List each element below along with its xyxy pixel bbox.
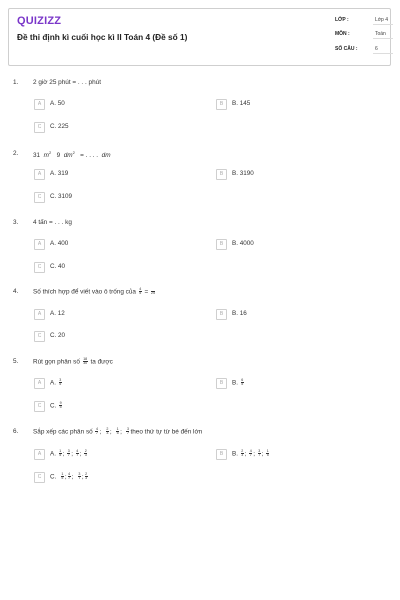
option-label: C. 40 <box>50 263 66 270</box>
option-letter-box: B <box>216 309 227 320</box>
option-prefix: B. <box>232 450 238 458</box>
denominator: 7 <box>258 453 261 458</box>
text-part: theo thứ tự từ bé đến lớn <box>130 428 203 436</box>
numerator: 1 <box>266 449 269 453</box>
fraction <box>258 450 261 457</box>
option-letter-box: B <box>216 239 227 250</box>
option-letter-box: B <box>216 169 227 180</box>
denominator: 3 <box>84 453 87 458</box>
fraction <box>266 450 269 457</box>
meta-underline <box>373 24 393 25</box>
option-label: A. 400 <box>50 240 69 247</box>
option-letter-box: A <box>34 309 45 320</box>
denominator: 7 <box>126 431 129 436</box>
exponent: 2 <box>72 150 75 155</box>
meta-question-count <box>335 46 395 56</box>
meta-label: MÔN : <box>335 31 350 37</box>
denominator: 3 <box>106 431 109 436</box>
option-letter-box: B <box>216 449 227 460</box>
fraction <box>85 473 88 480</box>
text-part: Số thích hợp để viết vào ô trống của <box>33 288 136 296</box>
option-prefix: C. <box>50 402 57 410</box>
meta-value: Toán <box>375 31 386 37</box>
option-label: B. 4000 <box>232 240 254 247</box>
denominator: 5 <box>61 476 64 481</box>
text-part: Rút gọn phân số <box>33 358 80 366</box>
meta-class <box>335 17 395 27</box>
option-label: C. 225 <box>50 123 69 130</box>
question-text: Sắp xếp các phân số $\frac{4}{7}$ ; $\frac{2}{3}$ ; $\frac{1}{5}$ ; $\frac{3}{7}$ theo thứ tự từ bé đến lớn <box>33 427 203 436</box>
option-letter-box: A <box>34 449 45 460</box>
option-label: A. 50 <box>50 100 65 107</box>
denominator: 5 <box>266 453 269 458</box>
equals-sign: = <box>144 288 149 296</box>
fraction <box>59 379 62 386</box>
meta-underline <box>373 38 393 39</box>
numerator: 1 <box>59 449 62 453</box>
fraction <box>241 379 244 386</box>
fraction <box>249 450 252 457</box>
text-part: = . . . . <box>80 152 99 160</box>
option-label: C. $\frac{1}{5}$ ; $\frac{4}{7}$ ; $\frac{3}{7}$ ; $\frac{2}{3}$ <box>50 472 88 481</box>
numerator: 2 <box>84 449 87 453</box>
exponent: 2 <box>49 150 52 155</box>
option-label <box>50 379 63 386</box>
denominator: 5 <box>116 431 119 436</box>
option-label: A. $\frac{1}{5}$ ; $\frac{3}{7}$ ; $\frac{4}{7}$ ; $\frac{2}{3}$ <box>50 449 87 458</box>
denominator: 7 <box>95 431 98 436</box>
fraction <box>61 473 64 480</box>
unit-dm: dm <box>101 152 111 160</box>
question-text: 4 tấn = . . . kg <box>33 219 72 226</box>
numerator: 9 <box>59 401 62 405</box>
meta-value: Lớp 4 <box>375 17 389 23</box>
option-label: C. 3109 <box>50 193 73 200</box>
meta-value: 6 <box>375 46 378 52</box>
unit-m: m <box>43 152 49 160</box>
numerator: 2 <box>106 427 109 431</box>
denominator: 7 <box>68 476 71 481</box>
text-part: Sắp xếp các phân số <box>33 428 93 436</box>
denominator: 30 <box>83 361 88 366</box>
fraction <box>241 450 244 457</box>
numerator: 2 <box>241 449 244 453</box>
option-prefix: A. <box>50 379 56 387</box>
numerator: 3 <box>59 378 62 382</box>
meta-subject <box>335 31 395 41</box>
fraction <box>139 288 142 295</box>
denominator: 25 <box>151 291 156 296</box>
denominator: 5 <box>241 382 244 387</box>
fraction <box>106 428 109 435</box>
question-number: 3. <box>13 219 19 226</box>
numerator: 3 <box>67 449 70 453</box>
fraction <box>116 428 119 435</box>
text-part: 31 <box>33 152 41 160</box>
text-part: ta được <box>90 358 113 366</box>
option-label: B. $\frac{2}{3}$ ; $\frac{4}{7}$ ; $\frac{3}{7}$ ; $\frac{1}{5}$ <box>232 449 269 458</box>
worksheet-header <box>8 8 391 66</box>
fraction <box>83 358 88 365</box>
option-label: C. 20 <box>50 332 66 339</box>
numerator: 4 <box>139 287 142 291</box>
question-text <box>33 150 111 159</box>
text-part: 9 <box>56 152 61 160</box>
fraction <box>59 402 62 409</box>
question-number: 2. <box>13 150 19 157</box>
question-text <box>33 288 156 295</box>
option-letter-box: C <box>34 472 45 483</box>
option-letter-box: C <box>34 401 45 412</box>
option-label: B. 3190 <box>232 170 254 177</box>
option-label <box>232 379 245 386</box>
denominator: 5 <box>59 382 62 387</box>
numerator: 3 <box>126 427 129 431</box>
numerator: 2 <box>85 472 88 476</box>
meta-label: LỚP : <box>335 17 349 23</box>
option-letter-box: B <box>216 378 227 389</box>
fraction <box>67 450 70 457</box>
option-prefix: C. <box>50 473 57 481</box>
quizizz-logo: QUIZIZZ <box>17 15 62 27</box>
option-letter-box: C <box>34 262 45 273</box>
fraction <box>84 450 87 457</box>
question-number: 4. <box>13 288 19 295</box>
numerator: 4 <box>68 472 71 476</box>
option-letter-box: C <box>34 122 45 133</box>
option-letter-box: C <box>34 192 45 203</box>
numerator: 1 <box>116 427 119 431</box>
option-prefix: A. <box>50 450 56 458</box>
denominator: 7 <box>67 453 70 458</box>
question-text <box>33 358 113 365</box>
option-letter-box: C <box>34 331 45 342</box>
numerator: 18 <box>83 357 88 361</box>
denominator: 7 <box>76 453 79 458</box>
question-number: 5. <box>13 358 19 365</box>
numerator: 3 <box>78 472 81 476</box>
meta-underline <box>373 53 393 54</box>
numerator: 1 <box>61 472 64 476</box>
option-label: A. 12 <box>50 310 65 317</box>
meta-label: SỐ CÂU : <box>335 46 358 52</box>
numerator: 3 <box>258 449 261 453</box>
option-letter-box: A <box>34 99 45 110</box>
option-label: B. 16 <box>232 310 247 317</box>
fraction-blank <box>151 288 155 295</box>
option-letter-box: A <box>34 169 45 180</box>
option-prefix: B. <box>232 379 238 387</box>
numerator: 6 <box>241 378 244 382</box>
fraction <box>68 473 71 480</box>
numerator: 4 <box>76 449 79 453</box>
denominator: 7 <box>249 453 252 458</box>
denominator: 7 <box>78 476 81 481</box>
question-number: 6. <box>13 428 19 435</box>
denominator: 3 <box>85 476 88 481</box>
unit-dm: dm <box>63 152 73 160</box>
worksheet-title: Đề thi định kì cuối học kì II Toán 4 (Đề số 1) <box>17 32 188 42</box>
denominator: 3 <box>241 453 244 458</box>
numerator: 4 <box>95 427 98 431</box>
fraction <box>59 450 62 457</box>
option-label: A. 319 <box>50 170 69 177</box>
fraction <box>76 450 79 457</box>
option-letter-box: B <box>216 99 227 110</box>
denominator: 5 <box>139 291 142 296</box>
denominator: 5 <box>59 453 62 458</box>
fraction <box>78 473 81 480</box>
denominator: 5 <box>59 405 62 410</box>
option-letter-box: A <box>34 239 45 250</box>
option-label <box>50 402 63 409</box>
option-letter-box: A <box>34 378 45 389</box>
question-number: 1. <box>13 79 19 86</box>
question-text: 2 giờ 25 phút = . . . phút <box>33 79 101 86</box>
option-label: B. 145 <box>232 100 251 107</box>
numerator: 4 <box>249 449 252 453</box>
fraction <box>95 428 98 435</box>
